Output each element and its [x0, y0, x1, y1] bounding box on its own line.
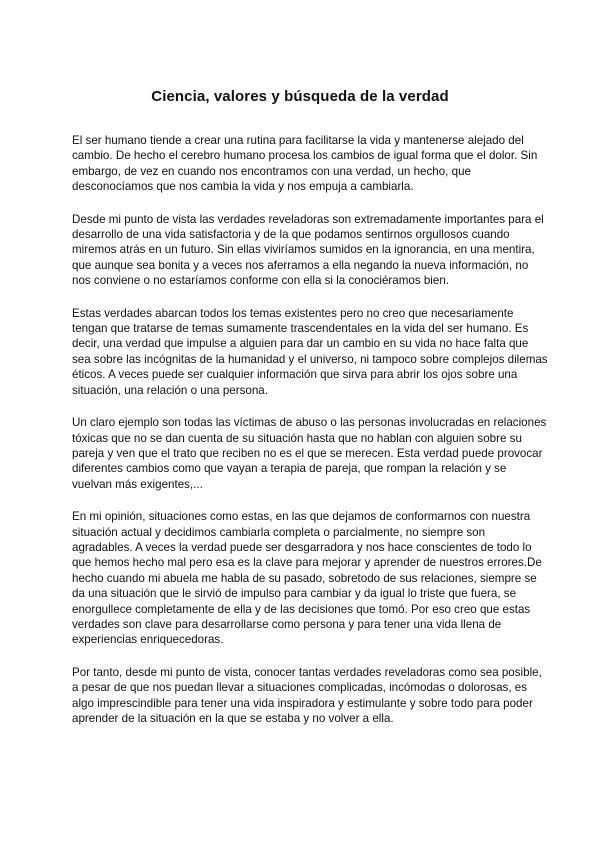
body-paragraph: [72, 665, 542, 727]
paragraph-line: Estas verdades abarcan todos los temas existentes pero no creo que necesariamente: [72, 306, 514, 320]
paragraph-line: éticos. A veces puede ser cualquier información que sirva para abrir los ojos sobre una: [72, 368, 518, 382]
body-paragraph: [72, 415, 547, 492]
paragraph-line: que hemos hecho mal pero esa es la clave para mejorar y aprender de nuestros errores.De: [72, 556, 542, 570]
paragraph-line: vuelvan más exigentes,...: [72, 477, 203, 491]
paragraph-line: hecho cuando mi abuela me habla de su pasado, sobretodo de sus relaciones, siempre se: [72, 571, 537, 585]
paragraph-line: desarrollo de una vida satisfactoria y de la que podamos sentirnos orgullosos cuando: [72, 228, 510, 242]
body-paragraph: [72, 306, 548, 398]
document-body: [72, 133, 548, 743]
paragraph-line: En mi opinión, situaciones como estas, en las que dejamos de conformarnos con nuestra: [72, 510, 531, 524]
paragraph-line: Por tanto, desde mi punto de vista, conocer tantas verdades reveladoras como sea posible,: [72, 665, 542, 679]
paragraph-line: miremos atrás en un futuro. Sin ellas viviríamos sumidos en la ignorancia, en una mentira,: [72, 243, 535, 257]
paragraph-line: nos conviene o no estaríamos conforme con ella si la conociéramos bien.: [72, 274, 450, 288]
paragraph-line: situación, una relación o una persona.: [72, 383, 268, 397]
paragraph-line: algo imprescindible para tener una vida inspiradora y estimulante y sobre todo para poder: [72, 696, 533, 710]
paragraph-line: enorgullece completamente de ella y de las decisiones que tomó. Por eso creo que estas: [72, 602, 531, 616]
paragraph-line: El ser humano tiende a crear una rutina para facilitarse la vida y mantenerse alejado del: [72, 134, 524, 147]
paragraph-line: cambio. De hecho el cerebro humano procesa los cambios de igual forma que el dolor. Sin: [72, 149, 538, 163]
paragraph-line: tóxicas que no se dan cuenta de su situación hasta que no hablan con alguien sobre su: [72, 431, 522, 445]
paragraph-line: experiencias enriquecedoras.: [72, 633, 224, 647]
paragraph-line: sea sobre las incógnitas de la humanidad y el universo, ni tampoco sobre complejos dilemas: [72, 352, 548, 366]
paragraph-line: embargo, de vez en cuando nos encontramos con una verdad, un hecho, que: [72, 164, 471, 178]
body-paragraph: [72, 212, 544, 289]
paragraph-line: verdades son clave para desarrollarse como persona y para tener una vida llena de: [72, 617, 502, 631]
paragraph-line: que aunque sea bonita y a veces nos aferramos a ella negando la nueva información, no: [72, 258, 529, 272]
paragraph-line: desconocíamos que nos cambia la vida y nos empuja a cambiarla.: [72, 180, 414, 194]
paragraph-line: Desde mi punto de vista las verdades reveladoras son extremadamente importantes para el: [72, 212, 544, 226]
paragraph-line: aprender de la situación en la que se estaba y no volver a ella.: [72, 712, 394, 725]
paragraph-line: tengan que tratarse de temas sumamente trascendentales en la vida del ser humano. Es: [72, 322, 529, 336]
paragraph-line: da una situación que le sirvió de impulso para cambiar y da igual lo triste que fuera, se: [72, 587, 517, 601]
paragraph-line: pareja y ven que el trato que reciben no es el que se merecen. Esta verdad puede provocar: [72, 446, 543, 460]
paragraph-line: Un claro ejemplo son todas las víctimas de abuso o las personas involucradas en relaciones: [72, 416, 547, 430]
body-paragraph: [72, 133, 538, 195]
paragraph-line: situación actual y decidimos cambiarla completa o parcialmente, no siempre son: [72, 525, 486, 539]
paragraph-line: decir, una verdad que impulse a alguien para dar un cambio en su vida no hace falta que: [72, 337, 529, 351]
body-paragraph: [72, 509, 542, 648]
paragraph-line: a pesar de que nos puedan llevar a situaciones complicadas, incómodas o dolorosas, es: [72, 681, 528, 695]
document-title: Ciencia, valores y búsqueda de la verdad: [151, 88, 449, 105]
paragraph-line: agradables. A veces la verdad puede ser desgarradora y nos hace conscientes de todo lo: [72, 540, 532, 554]
paragraph-line: diferentes cambios como que vayan a terapia de pareja, que rompan la relación y se: [72, 462, 507, 476]
